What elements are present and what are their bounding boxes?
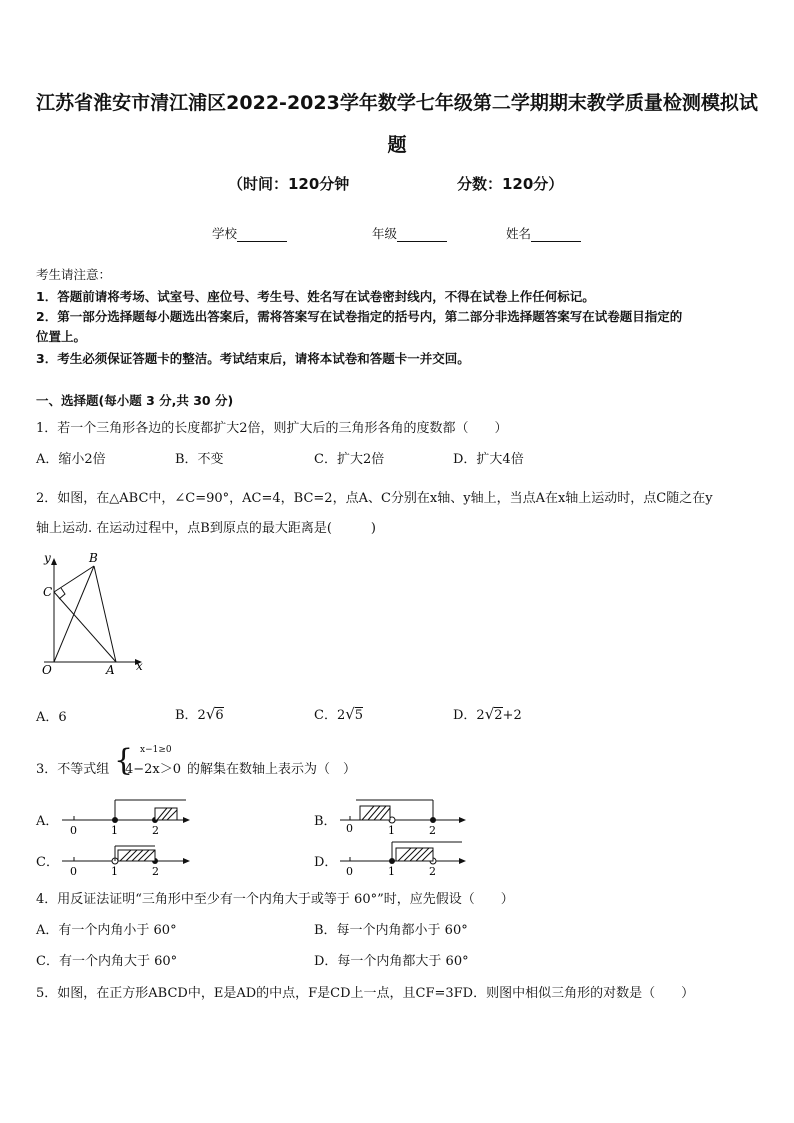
q4-option-c[interactable]: C．有一个内角大于 60° [36, 954, 178, 969]
svg-text:2: 2 [429, 824, 436, 837]
q3-system-bottom: 4−2x＞0 [125, 762, 182, 777]
q2-option-d-suffix: +2 [502, 708, 522, 723]
q4-option-a[interactable]: A．有一个内角小于 60° [36, 923, 177, 938]
svg-text:2: 2 [152, 865, 159, 878]
notice-heading: 考生请注意： [36, 267, 112, 282]
label-y: y [44, 551, 51, 565]
label-c: C [43, 585, 53, 599]
exam-score: 分数：120分） [457, 175, 564, 193]
q2-stem-cont: 轴上运动. 在运动过程中，点B到原点的最大距离是( ) [36, 521, 376, 536]
q3-option-a-label[interactable]: A． [36, 814, 59, 829]
svg-text:0: 0 [346, 822, 353, 835]
q4-option-b[interactable]: B．每一个内角都小于 60° [314, 923, 468, 938]
q2-option-b[interactable] [175, 704, 224, 723]
svg-text:1: 1 [111, 865, 118, 878]
label-a: A [106, 663, 115, 676]
q2-figure [34, 548, 154, 676]
sqrt-symbol: √ [205, 705, 216, 723]
notice-item-3: 3．考生必须保证答题卡的整洁。考试结束后，请将本试卷和答题卡一并交回。 [36, 351, 470, 366]
q2-stem: 2．如图，在△ABC中，∠C=90°，AC=4，BC=2，点A、C分别在x轴、y轴上，当点A在x轴上运动时，点C随之在y [36, 491, 713, 506]
q2-option-d-radicand: 2 [494, 708, 503, 723]
segment-ba [94, 566, 116, 662]
name-field[interactable] [506, 224, 581, 242]
q2-option-a[interactable]: A．6 [36, 710, 67, 725]
right-angle-mark [59, 588, 65, 599]
q3-system-top: x−1≥0 [140, 745, 172, 755]
q3-stem-post: 的解集在数轴上表示为（ ） [187, 762, 357, 777]
q1-option-d[interactable]: D．扩大4倍 [453, 452, 524, 467]
q3-option-d-label[interactable]: D． [314, 855, 338, 870]
school-label: 学校 [212, 226, 238, 241]
q3-option-c-label[interactable]: C． [36, 855, 59, 870]
q2-option-b-text: B．2 [175, 708, 206, 723]
page-title-continued: 题 [387, 134, 407, 156]
svg-text:1: 1 [388, 865, 395, 878]
y-axis-arrow [51, 558, 57, 565]
svg-text:2: 2 [152, 824, 159, 837]
q1-option-b[interactable]: B．不变 [175, 452, 224, 467]
svg-text:2: 2 [429, 865, 436, 878]
q3-option-d-numberline[interactable] [336, 838, 476, 880]
q1-option-a[interactable]: A．缩小2倍 [36, 452, 106, 467]
svg-text:1: 1 [111, 824, 118, 837]
q5-stem: 5．如图，在正方形ABCD中，E是AD的中点，F是CD上一点，且CF=3FD．则图中相似三角形的对数是（ ） [36, 986, 695, 1001]
sqrt-symbol: √ [345, 705, 355, 723]
school-field[interactable] [212, 224, 287, 242]
svg-text:0: 0 [70, 824, 77, 837]
page-title: 江苏省淮安市清江浦区2022-2023学年数学七年级第二学期期末教学质量检测模拟试 [36, 92, 758, 114]
q3-option-c-numberline[interactable] [58, 838, 198, 880]
system-brace: { [114, 743, 134, 778]
notice-item-2-cont: 位置上。 [36, 329, 87, 344]
q2-option-c[interactable] [314, 704, 363, 723]
segment-cb [54, 566, 94, 592]
q1-stem: 1．若一个三角形各边的长度都扩大2倍，则扩大后的三角形各角的度数都（ ） [36, 421, 508, 436]
grade-field[interactable] [372, 224, 447, 242]
q3-option-a-numberline[interactable] [58, 796, 198, 838]
grade-label: 年级 [372, 226, 398, 241]
label-x: x [136, 659, 143, 673]
svg-text:0: 0 [346, 865, 353, 878]
exam-time: （时间：120分钟 [228, 175, 350, 193]
q2-option-c-text: C．2 [314, 708, 346, 723]
segment-ca [54, 592, 116, 662]
svg-text:0: 0 [70, 865, 77, 878]
q2-option-c-radicand: 5 [354, 708, 364, 723]
q2-option-d[interactable] [453, 704, 522, 723]
sqrt-symbol: √ [484, 705, 495, 723]
q3-option-b-label[interactable]: B． [314, 814, 337, 829]
q3-option-b-numberline[interactable] [336, 796, 476, 838]
label-o: O [42, 663, 52, 676]
svg-text:1: 1 [388, 824, 395, 837]
q2-option-d-text: D．2 [453, 708, 485, 723]
notice-item-1: 1．答题前请将考场、试室号、座位号、考生号、姓名写在试卷密封线内，不得在试卷上作任何标记。 [36, 289, 595, 304]
q3-stem-pre: 3．不等式组 [36, 762, 110, 777]
q4-option-d[interactable]: D．每一个内角都大于 60° [314, 954, 469, 969]
name-label: 姓名 [506, 226, 532, 241]
q4-stem: 4．用反证法证明“三角形中至少有一个内角大于或等于 60°”时，应先假设（ ） [36, 892, 514, 907]
q1-option-c[interactable]: C．扩大2倍 [314, 452, 385, 467]
section-heading: 一、选择题(每小题 3 分,共 30 分) [36, 393, 234, 408]
segment-ob [54, 566, 94, 662]
q2-option-b-radicand: 6 [215, 708, 224, 723]
label-b: B [89, 551, 98, 565]
notice-item-2: 2．第一部分选择题每小题选出答案后，需将答案写在试卷指定的括号内，第二部分非选择题答案写在试卷题目指定的 [36, 309, 683, 324]
